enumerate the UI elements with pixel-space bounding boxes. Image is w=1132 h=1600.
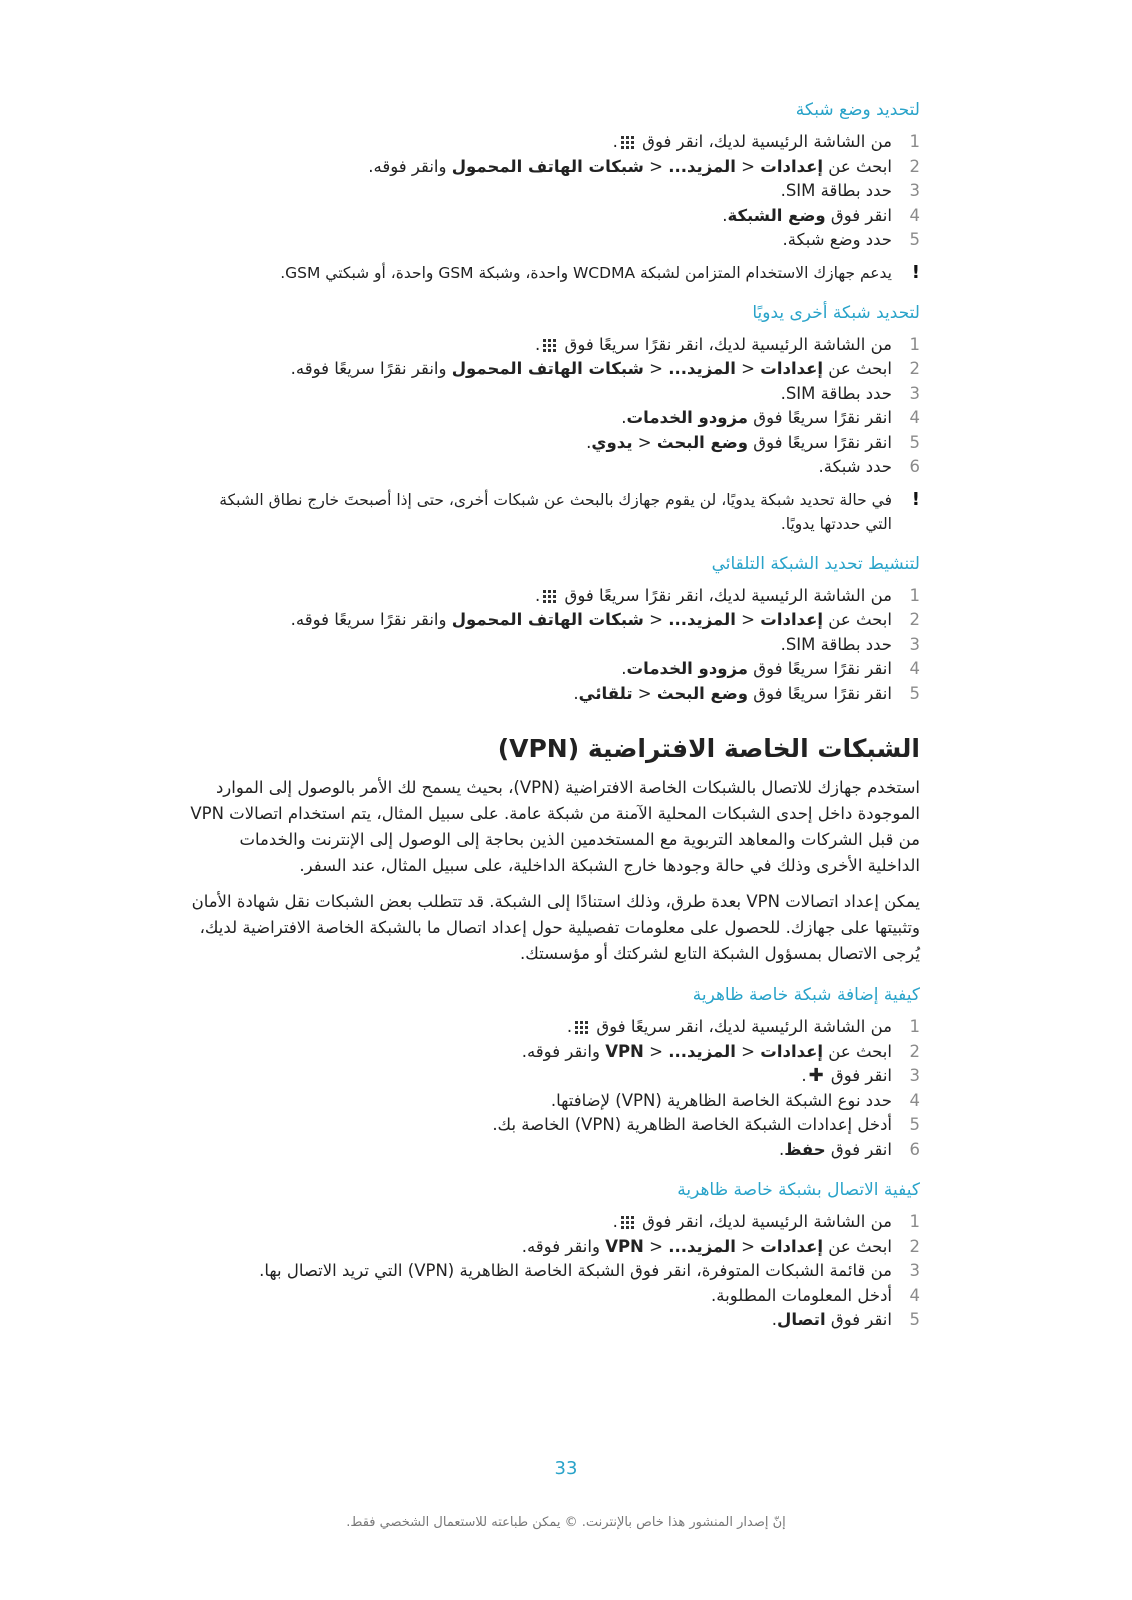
step-number: 1 [909, 585, 920, 605]
menu-path-vpn: VPN [605, 1236, 644, 1256]
menu-path-settings: إعدادات [760, 359, 824, 378]
step-number: 1 [909, 132, 920, 151]
step [190, 179, 920, 204]
step [190, 1210, 920, 1235]
steps-add-vpn [190, 1015, 920, 1162]
menu-path-mobile-networks: شبكات الهاتف المحمول [451, 359, 644, 378]
step-text: وانقر نقرًا سريعًا فوقه. [290, 610, 452, 629]
step-text: من الشاشة الرئيسية لديك، انقر فوق [642, 1212, 892, 1231]
path-separator: < [643, 610, 669, 629]
menu-path-more: المزيد... [668, 156, 736, 176]
step-text: ابحث عن [823, 359, 892, 378]
step-number: 4 [909, 1285, 920, 1305]
step-text: من الشاشة الرئيسية لديك، انقر نقرًا سريعًا فوق [564, 585, 892, 605]
step-number: 1 [909, 1212, 920, 1231]
step-text: وانقر نقرًا سريعًا فوقه. [290, 359, 452, 378]
step-text: حدد بطاقة SIM. [780, 634, 892, 654]
note-text: يدعم جهازك الاستخدام المتزامن لشبكة WCDMA واحدة، وشبكة GSM واحدة، أو شبكتي GSM. [280, 263, 892, 282]
step [190, 608, 920, 633]
menu-manual: يدوي [591, 432, 633, 452]
step-number: 5 [909, 683, 920, 703]
path-separator: < [735, 156, 761, 176]
step [190, 455, 920, 480]
apps-grid-icon [543, 590, 556, 603]
step-text: . [535, 585, 541, 605]
step-text: انقر نقرًا سريعًا فوق [748, 432, 892, 452]
note [190, 261, 920, 285]
menu-search-mode: وضع البحث [656, 683, 749, 703]
menu-network-mode: وضع الشبكة [727, 205, 826, 225]
path-separator: < [632, 683, 657, 703]
step [190, 228, 920, 253]
step-text: حدد بطاقة SIM. [780, 181, 892, 200]
path-separator: < [643, 359, 669, 378]
step-text: من الشاشة الرئيسية لديك، انقر سريعًا فوق [596, 1017, 892, 1036]
step [190, 1235, 920, 1260]
step [190, 406, 920, 431]
step-number: 2 [909, 156, 920, 176]
step-text: من الشاشة الرئيسية لديك، انقر فوق [642, 132, 892, 151]
step [190, 657, 920, 682]
step-text: . [612, 132, 618, 151]
note-text: في حالة تحديد شبكة يدويًا، لن يقوم جهازك بالبحث عن شبكات أخرى، حتى إذا أصبحتَ خارج نطاق الشبكة التي حددتها يدويًا. [219, 490, 892, 533]
section-title-connect-vpn: كيفية الاتصال بشبكة خاصة ظاهرية [677, 1180, 920, 1200]
menu-path-settings: إعدادات [760, 1236, 824, 1256]
step-text: وانقر فوقه. [521, 1236, 606, 1256]
step-number: 2 [909, 1041, 920, 1061]
step [190, 1259, 920, 1284]
menu-path-mobile-networks: شبكات الهاتف المحمول [451, 610, 644, 629]
path-separator: < [643, 1041, 669, 1061]
step [190, 1040, 920, 1065]
step-text: . [778, 1139, 785, 1159]
menu-path-settings: إعدادات [760, 610, 824, 629]
step [190, 1284, 920, 1309]
menu-path-settings: إعدادات [760, 156, 824, 176]
step-number: 2 [909, 610, 920, 629]
step-text: انقر فوق [830, 1066, 892, 1085]
step [190, 1089, 920, 1114]
step-number: 5 [909, 230, 920, 249]
steps-network-mode [190, 130, 920, 253]
step-text: انقر نقرًا سريعًا فوق [748, 683, 892, 703]
step [190, 1308, 920, 1333]
menu-path-more: المزيد... [668, 359, 736, 378]
step-number: 5 [909, 1115, 920, 1134]
step-text: حدد شبكة. [818, 457, 892, 476]
plus-icon: ✚ [808, 1065, 824, 1086]
step-text: وانقر فوقه. [521, 1041, 606, 1061]
path-separator: < [735, 1041, 761, 1061]
menu-service-providers: مزودو الخدمات [626, 408, 749, 427]
path-separator: < [735, 610, 761, 629]
step-number: 5 [909, 1310, 920, 1329]
menu-path-mobile-networks: شبكات الهاتف المحمول [451, 156, 644, 176]
menu-service-providers: مزودو الخدمات [626, 659, 749, 678]
apps-grid-icon [543, 339, 556, 352]
vpn-paragraph-2: يمكن إعداد اتصالات VPN بعدة طرق، وذلك استنادًا إلى الشبكة. قد تتطلب بعض الشبكات نقل شهادة الأمان وتثبيتها على جهازك. للحصول على معلومات تفصيلية حول إعداد اتصال ما بالشبكة الخاصة الافتراضية لديك، يُرجى الاتصال بمسؤول الشبكة التابع لشركتك أو مؤسستك. [191, 892, 920, 963]
path-separator: < [643, 156, 669, 176]
menu-path-more: المزيد... [668, 610, 736, 629]
step-text: حدد نوع الشبكة الخاصة الظاهرية (VPN) لإضافتها. [550, 1090, 892, 1110]
step-number: 3 [909, 1066, 920, 1085]
apps-grid-icon [621, 1216, 634, 1229]
step-number: 1 [909, 334, 920, 354]
step-number: 3 [909, 634, 920, 654]
vpn-heading: الشبكات الخاصة الافتراضية (VPN) [497, 734, 920, 763]
steps-manual-network [190, 333, 920, 480]
step [190, 1113, 920, 1138]
step-text: انقر نقرًا سريعًا فوق [748, 659, 892, 678]
section-title-manual-network: لتحديد شبكة أخرى يدويًا [752, 302, 920, 323]
step-text: انقر فوق [825, 1139, 892, 1159]
step-text: ابحث عن [823, 1041, 892, 1061]
section-title-auto-network: لتنشيط تحديد الشبكة التلقائي [711, 553, 920, 574]
step-text: حدد بطاقة SIM. [780, 383, 892, 403]
steps-auto-network [190, 584, 920, 707]
step-text: . [586, 432, 592, 452]
step-text: من قائمة الشبكات المتوفرة، انقر فوق الشبكة الخاصة الظاهرية (VPN) التي تريد الاتصال بها. [259, 1261, 892, 1280]
step-text: . [771, 1310, 778, 1329]
step-number: 3 [909, 383, 920, 403]
step-text: . [621, 659, 627, 678]
menu-path-more: المزيد... [668, 1236, 736, 1256]
step-text: . [801, 1066, 807, 1085]
step [190, 357, 920, 382]
step-number: 4 [909, 1090, 920, 1110]
apps-grid-icon [621, 136, 634, 149]
menu-path-settings: إعدادات [760, 1041, 824, 1061]
step-text: أدخل إعدادات الشبكة الخاصة الظاهرية (VPN) الخاصة بك. [492, 1115, 892, 1134]
step [190, 1064, 920, 1089]
step-text: انقر نقرًا سريعًا فوق [748, 408, 892, 427]
step [190, 584, 920, 609]
step-text: انقر فوق [825, 205, 892, 225]
step-number: 1 [909, 1017, 920, 1036]
steps-connect-vpn [190, 1210, 920, 1333]
menu-automatic: تلقائي [578, 683, 633, 703]
step [190, 204, 920, 229]
footer-note: إنّ إصدار المنشور هذا خاص بالإنترنت. © يمكن طباعته للاستعمال الشخصي فقط. [346, 1515, 786, 1530]
menu-connect: اتصال [777, 1310, 826, 1329]
step-text: ابحث عن [823, 156, 892, 176]
path-separator: < [632, 432, 657, 452]
note [190, 488, 920, 536]
page-number: 33 [554, 1458, 578, 1479]
step-number: 2 [909, 1236, 920, 1256]
path-separator: < [643, 1236, 669, 1256]
step-text: حدد وضع شبكة. [782, 230, 892, 249]
step-number: 4 [909, 408, 920, 427]
step-text: ابحث عن [823, 1236, 892, 1256]
step [190, 1015, 920, 1040]
step-text: . [621, 408, 627, 427]
path-separator: < [735, 1236, 761, 1256]
step-text: . [573, 683, 579, 703]
apps-grid-icon [575, 1021, 588, 1034]
step-text: انقر فوق [825, 1310, 892, 1329]
step-number: 4 [909, 205, 920, 225]
menu-save: حفظ [784, 1139, 826, 1159]
step [190, 130, 920, 155]
step-text: ابحث عن [823, 610, 892, 629]
step-number: 4 [909, 659, 920, 678]
step-text: أدخل المعلومات المطلوبة. [711, 1285, 892, 1305]
step [190, 382, 920, 407]
step [190, 633, 920, 658]
step-number: 6 [909, 1139, 920, 1159]
path-separator: < [735, 359, 761, 378]
section-title-network-mode: لتحديد وضع شبكة [795, 100, 920, 120]
step-number: 5 [909, 432, 920, 452]
step [190, 682, 920, 707]
menu-path-vpn: VPN [605, 1041, 644, 1061]
step-text: . [612, 1212, 618, 1231]
document-page [190, 100, 920, 1333]
step [190, 155, 920, 180]
step-number: 3 [909, 1261, 920, 1280]
menu-path-more: المزيد... [668, 1041, 736, 1061]
vpn-paragraph-1: استخدم جهازك للاتصال بالشبكات الخاصة الافتراضية (VPN)، بحيث يسمح لك الأمر بالوصول إلى الموارد الموجودة داخل إحدى الشبكات المحلية الآمنة من شبكة عامة. على سبيل المثال، يتم استخدام اتصالات VPN من قبل الشركات والمعاهد التربوية مع المستخدمين الذين بحاجة إلى الوصول إلى الإنترنت والخدمات الداخلية الأخرى وذلك في حالة وجودها خارج الشبكة الداخلية، على سبيل المثال، عند السفر. [190, 778, 920, 875]
step-text: . [566, 1017, 573, 1036]
step-number: 3 [909, 181, 920, 200]
exclamation-icon: ! [911, 261, 920, 283]
step-text: . [722, 205, 728, 225]
step [190, 333, 920, 358]
section-title-add-vpn: كيفية إضافة شبكة خاصة ظاهرية [692, 985, 920, 1005]
exclamation-icon: ! [911, 488, 920, 510]
menu-search-mode: وضع البحث [656, 432, 749, 452]
step-number: 6 [909, 457, 920, 476]
step [190, 1138, 920, 1163]
step [190, 431, 920, 456]
step-text: وانقر فوقه. [368, 156, 452, 176]
step-text: . [535, 334, 541, 354]
step-text: من الشاشة الرئيسية لديك، انقر نقرًا سريعًا فوق [564, 334, 892, 354]
step-number: 2 [909, 359, 920, 378]
